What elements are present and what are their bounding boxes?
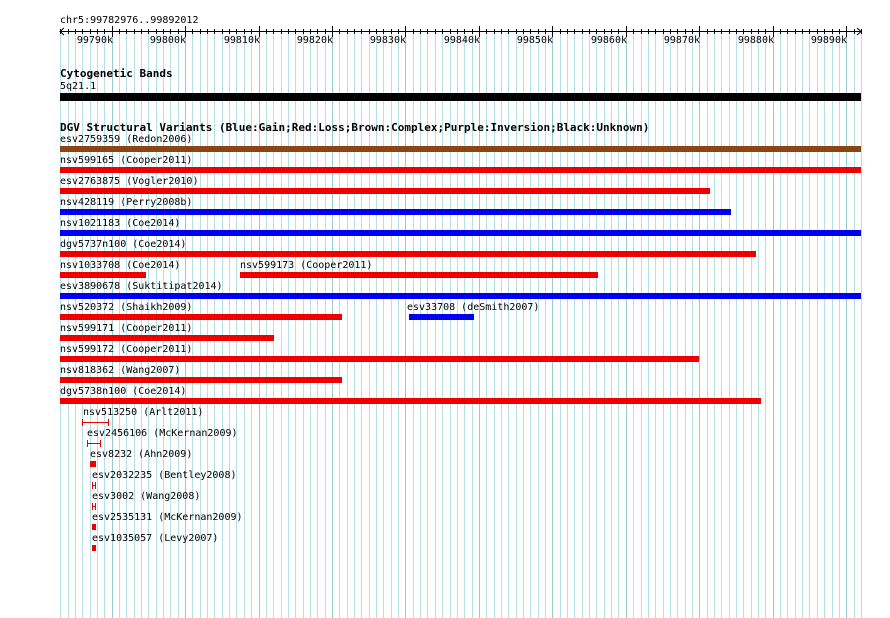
cytoband-bar[interactable] — [60, 93, 861, 101]
variant-label[interactable]: esv2535131 (McKernan2009) — [92, 512, 243, 523]
variant-span[interactable] — [82, 419, 110, 426]
variant-bar[interactable] — [60, 188, 710, 194]
scale-tick-label: 99800k — [149, 35, 186, 46]
dgv-track-title: DGV Structural Variants (Blue:Gain;Red:Loss;Brown:Complex;Purple:Inversion;Black:Unknown) — [60, 121, 650, 134]
scale-ruler[interactable] — [0, 0, 890, 60]
variant-label[interactable]: dgv5737n100 (Coe2014) — [60, 239, 187, 250]
variant-bar[interactable] — [60, 398, 761, 404]
scale-tick-label: 99890k — [810, 35, 847, 46]
variant-bar[interactable] — [409, 314, 474, 320]
variant-bar[interactable] — [60, 146, 861, 152]
variant-bar[interactable] — [60, 335, 274, 341]
variant-label[interactable]: esv8232 (Ahn2009) — [90, 449, 193, 460]
scale-tick-label: 99840k — [443, 35, 480, 46]
variant-bar[interactable] — [90, 461, 96, 467]
variant-label[interactable]: nsv599173 (Cooper2011) — [240, 260, 373, 271]
variant-bar[interactable] — [60, 230, 861, 236]
variant-label[interactable]: nsv599171 (Cooper2011) — [60, 323, 193, 334]
variant-label[interactable]: nsv520372 (Shaikh2009) — [60, 302, 193, 313]
variant-bar[interactable] — [60, 293, 861, 299]
variant-bar[interactable] — [60, 167, 861, 173]
variant-label[interactable]: esv1035057 (Levy2007) — [92, 533, 219, 544]
variant-label[interactable]: esv2456106 (McKernan2009) — [87, 428, 238, 439]
variant-label[interactable]: nsv513250 (Arlt2011) — [83, 407, 204, 418]
variant-label[interactable]: nsv818362 (Wang2007) — [60, 365, 181, 376]
variant-bar[interactable] — [60, 272, 146, 278]
variant-label[interactable]: nsv599172 (Cooper2011) — [60, 344, 193, 355]
scale-tick-label: 99860k — [590, 35, 627, 46]
scale-tick-label: 99850k — [516, 35, 553, 46]
variant-label[interactable]: esv3002 (Wang2008) — [92, 491, 201, 502]
variant-span[interactable] — [92, 503, 97, 510]
variant-label[interactable]: esv2032235 (Bentley2008) — [92, 470, 237, 481]
variant-label[interactable]: esv33708 (deSmith2007) — [407, 302, 540, 313]
variant-label[interactable]: nsv599165 (Cooper2011) — [60, 155, 193, 166]
variant-label[interactable]: nsv1021183 (Coe2014) — [60, 218, 181, 229]
scale-tick-label: 99820k — [296, 35, 333, 46]
variant-bar[interactable] — [60, 356, 699, 362]
variant-label[interactable]: dgv5738n100 (Coe2014) — [60, 386, 187, 397]
scale-tick-label: 99830k — [369, 35, 406, 46]
variant-span[interactable] — [87, 440, 102, 447]
variant-bar[interactable] — [60, 209, 731, 215]
scale-tick-label: 99790k — [76, 35, 113, 46]
scale-tick-label: 99870k — [663, 35, 700, 46]
cytoband-label: 5q21.1 — [60, 81, 97, 92]
position-readout: chr5:99782976..99892012 — [60, 15, 199, 26]
variant-bar[interactable] — [60, 314, 342, 320]
scale-tick-label: 99880k — [737, 35, 774, 46]
variant-bar[interactable] — [92, 545, 96, 551]
variant-bar[interactable] — [92, 524, 96, 530]
variant-label[interactable]: nsv428119 (Perry2008b) — [60, 197, 193, 208]
variant-bar[interactable] — [240, 272, 598, 278]
variant-label[interactable]: esv3890678 (Suktitipat2014) — [60, 281, 223, 292]
variant-label[interactable]: esv2763875 (Vogler2010) — [60, 176, 199, 187]
variant-bar[interactable] — [60, 251, 756, 257]
variant-span[interactable] — [92, 482, 97, 489]
variant-label[interactable]: nsv1033708 (Coe2014) — [60, 260, 181, 271]
variant-bar[interactable] — [60, 377, 342, 383]
variant-label[interactable]: esv2759359 (Redon2006) — [60, 134, 193, 145]
cytoband-track-title: Cytogenetic Bands — [60, 67, 173, 80]
scale-tick-label: 99810k — [223, 35, 260, 46]
